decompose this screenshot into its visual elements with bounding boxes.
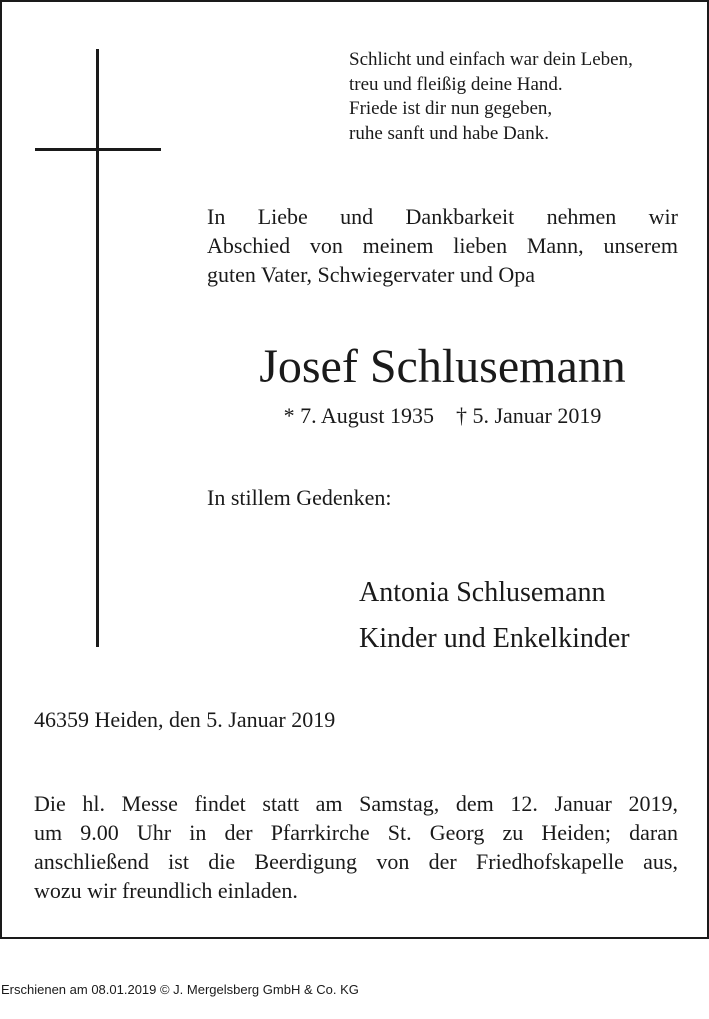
funeral-service-info — [34, 789, 678, 905]
service-line: um 9.00 Uhr in der Pfarrkirche St. Georg zu Heiden; daran — [34, 820, 678, 845]
poem-line: Schlicht und einfach war dein Leben, — [349, 49, 633, 70]
service-line: anschließend ist die Beerdigung von der Friedhofskapelle aus, — [34, 849, 678, 874]
mourners-list — [359, 570, 630, 662]
deceased-name: Josef Schlusemann — [259, 340, 626, 393]
place-and-date: 46359 Heiden, den 5. Januar 2019 — [34, 707, 336, 732]
cross-icon-horizontal-beam — [35, 148, 161, 151]
death-date: † 5. Januar 2019 — [455, 403, 602, 428]
intro-line: Abschied von meinem lieben Mann, unserem — [207, 233, 678, 258]
mourner-name: Kinder und Enkelkinder — [359, 623, 630, 654]
birth-date: * 7. August 1935 — [283, 403, 434, 428]
publication-footer: Erschienen am 08.01.2019 © J. Mergelsberg GmbH & Co. KG — [1, 982, 359, 997]
service-line: Die hl. Messe findet statt am Samstag, dem 12. Januar 2019, — [34, 791, 678, 816]
mourner-name: Antonia Schlusemann — [359, 577, 606, 608]
cross-icon-vertical-beam — [96, 49, 99, 647]
remembrance-heading: In stillem Gedenken: — [207, 485, 392, 510]
poem-line: treu und fleißig deine Hand. — [349, 73, 563, 95]
service-line: wozu wir freundlich einladen. — [34, 878, 298, 903]
intro-line: guten Vater, Schwiegervater und Opa — [207, 262, 535, 287]
poem-line: ruhe sanft und habe Dank. — [349, 122, 549, 144]
intro-line: In Liebe und Dankbarkeit nehmen wir — [207, 204, 678, 229]
life-dates — [207, 401, 678, 431]
memorial-poem — [349, 48, 689, 146]
poem-line: Friede ist dir nun gegeben, — [349, 98, 553, 119]
farewell-intro — [207, 202, 678, 289]
